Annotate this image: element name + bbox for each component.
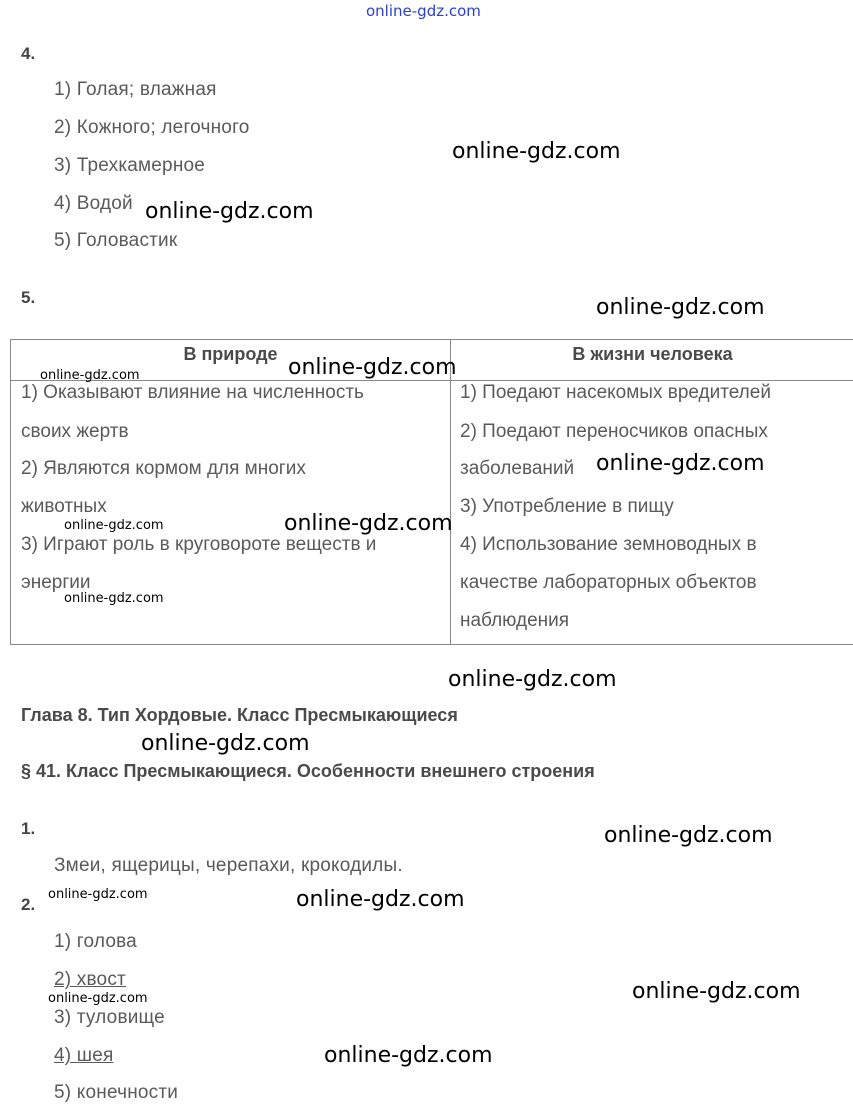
table-header-human-life: В жизни человека [572,344,733,364]
watermark-10: online-gdz.com [296,887,465,912]
table-left-line-6: энергии [21,572,91,593]
question-4-number: 4. [21,44,36,63]
watermark-12: online-gdz.com [324,1043,493,1068]
watermark-top[interactable]: online-gdz.com [366,2,481,20]
watermark-small-2: online-gdz.com [64,518,164,533]
q4-item-1: 1) Голая; влажная [54,79,217,100]
table-right-line-3: заболеваний [460,458,575,479]
question-5-number: 5. [21,288,36,307]
s41-q1-answer: Змеи, ящерицы, черепахи, крокодилы. [54,855,403,876]
section-title: § 41. Класс Пресмыкающиеся. Особенности внешнего строения [21,761,595,781]
table-left-line-1: 1) Оказывают влияние на численность [21,382,364,403]
s41-question-2-number: 2. [21,895,36,914]
table-left-line-3: 2) Являются кормом для многих [21,458,306,479]
table-left-line-2: своих жертв [21,421,129,442]
watermark-8: online-gdz.com [141,731,310,756]
table-right-line-7: наблюдения [460,610,570,631]
s41-q2-item-1: 1) голова [54,931,137,952]
q4-item-5: 5) Головастик [54,230,178,251]
table-header-nature: В природе [183,344,278,364]
watermark-11: online-gdz.com [632,979,801,1004]
table-left-line-4: животных [21,496,107,517]
watermark-small-5: online-gdz.com [48,991,148,1006]
s41-q2-item-4: 4) шея [54,1045,114,1066]
table-right-line-6: качестве лабораторных объектов [460,572,757,593]
watermark-small-3: online-gdz.com [64,591,164,606]
watermark-5: online-gdz.com [596,451,765,476]
watermark-6: online-gdz.com [284,511,453,536]
q4-item-3: 3) Трехкамерное [54,155,206,176]
watermark-small-1: online-gdz.com [40,368,140,383]
watermark-2: online-gdz.com [145,199,314,224]
watermark-3: online-gdz.com [596,295,765,320]
watermark-1: online-gdz.com [452,139,621,164]
watermark-9: online-gdz.com [604,823,773,848]
s41-q2-item-3: 3) туловище [54,1007,165,1028]
table-column-divider [450,340,451,644]
watermark-small-4: online-gdz.com [48,887,148,902]
s41-q2-item-2: 2) хвост [54,969,126,990]
q4-item-4: 4) Водой [54,193,133,214]
q4-item-2: 2) Кожного; легочного [54,117,250,138]
s41-question-1-number: 1. [21,819,36,838]
chapter-title: Глава 8. Тип Хордовые. Класс Пресмыкающиеся [21,705,458,725]
table-left-line-5: 3) Играют роль в круговороте веществ и [21,534,377,555]
table-right-line-2: 2) Поедают переносчиков опасных [460,421,768,442]
watermark-4: online-gdz.com [288,355,457,380]
table-right-line-4: 3) Употребление в пищу [460,496,674,517]
table-right-line-5: 4) Использование земноводных в [460,534,757,555]
watermark-7: online-gdz.com [448,667,617,692]
s41-q2-item-5: 5) конечности [54,1082,179,1103]
table-right-line-1: 1) Поедают насекомых вредителей [460,382,771,403]
